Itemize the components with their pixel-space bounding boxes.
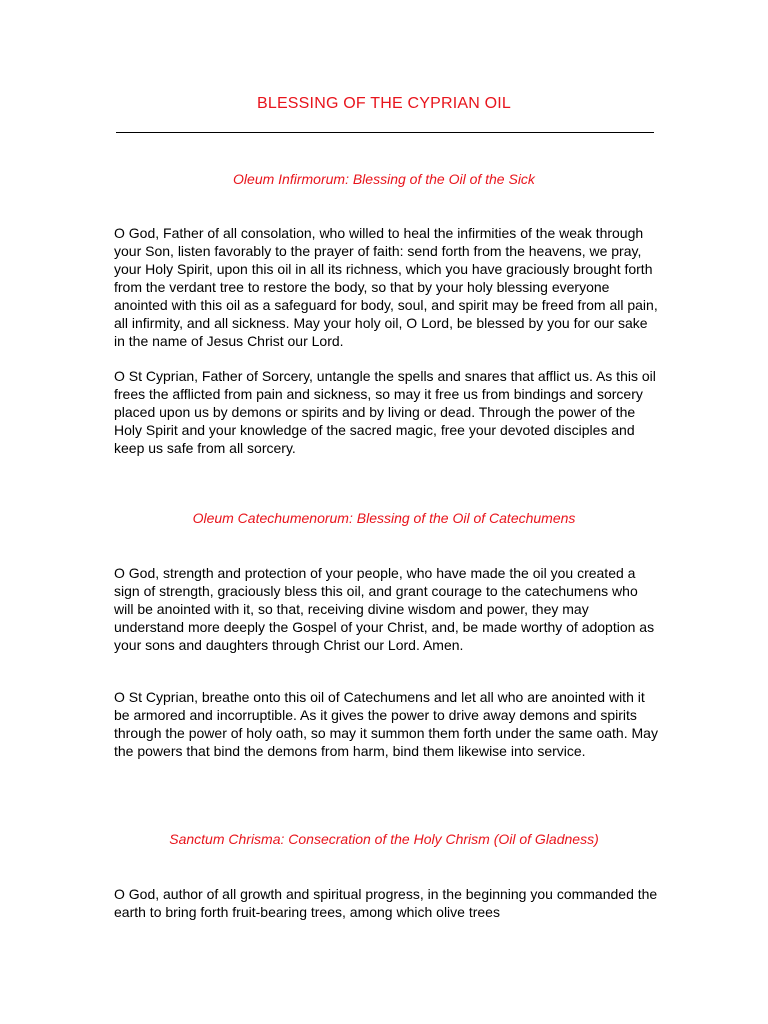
paragraph: O God, author of all growth and spiritual progress, in the beginning you commanded the earth to bring forth fruit-bearing trees, among which olive trees — [114, 886, 658, 920]
paragraph: O God, Father of all consolation, who willed to heal the infirmities of the weak through your Son, listen favorably to the prayer of faith: send forth from the heavens, we pray, your Holy Spirit, upon this oil in all its richness, which you have graciously brought forth from the verdant tree to restore the body, so that by your holy blessing everyone anointed with this oil as a safeguard for body, soul, and spirit may be freed from all pain, all infirmity, and all sickness. May your holy oil, O Lord, be blessed by you for our sake in the name of Jesus Christ our Lord. — [114, 225, 658, 349]
paragraph: O St Cyprian, Father of Sorcery, untangle the spells and snares that afflict us. As this oil frees the afflicted from pain and sickness, so may it free us from bindings and sorcery placed upon us by demons or spirits and by living or dead. Through the power of the Holy Spirit and your knowledge of the sacred magic, free your devoted disciples and keep us safe from all sorcery. — [114, 368, 656, 456]
paragraph: O St Cyprian, breathe onto this oil of Catechumens and let all who are anointed with it be armored and incorruptible. As it gives the power to drive away demons and spirits through the power of holy oath, so may it summon them forth under the same oath. May the powers that bind the demons from harm, bind them likewise into service. — [114, 689, 658, 759]
paragraph: O God, strength and protection of your people, who have made the oil you created a sign of strength, graciously bless this oil, and grant courage to the catechumens who will be anointed with it, so that, receiving divine wisdom and power, they may understand more deeply the Gospel of your Christ, and, be made worthy of adoption as your sons and daughters through Christ our Lord. Amen. — [114, 565, 655, 653]
section-heading-holy-chrism: Sanctum Chrisma: Consecration of the Holy Chrism (Oil of Gladness) — [169, 831, 599, 847]
section-heading-oil-of-catechumens: Oleum Catechumenorum: Blessing of the Oil of Catechumens — [192, 510, 576, 526]
document-title: BLESSING OF THE CYPRIAN OIL — [256, 95, 512, 112]
section-heading-oil-of-the-sick: Oleum Infirmorum: Blessing of the Oil of the Sick — [233, 171, 535, 187]
title-divider — [116, 132, 654, 133]
